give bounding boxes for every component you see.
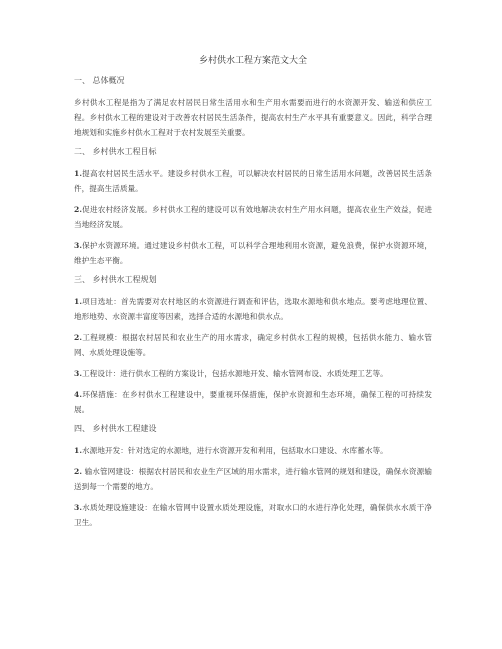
list-item — [74, 238, 432, 268]
paragraph-text: 乡村供水工程是指为了满足农村居民日常生活用水和生产用水需要而进行的水资源开发、输送和供应工程。乡村供水工程的建设对于改善农村居民生活条件，提高农村生产水平具有重要意义。因此，科学合理地规划和实施乡村供水工程对于农村发展至关重要。 — [74, 98, 432, 137]
item-number: 3. — [74, 503, 83, 512]
item-number: 4. — [74, 390, 83, 399]
paragraph-text: 提高农村居民生活水平。建设乡村供水工程，可以解决农村居民的日常生活用水问题，改善居民生活条件，提高生活质量。 — [74, 169, 432, 193]
section-planning — [74, 274, 432, 417]
paragraph — [74, 95, 432, 140]
paragraph-text: 工程设计：进行供水工程的方案设计，包括水源地开发、输水管网布设、水质处理工艺等。 — [82, 369, 388, 378]
paragraph-text: 促进农村经济发展。乡村供水工程的建设可以有效地解决农村生产用水问题，提高农业生产效益，促进当地经济发展。 — [74, 205, 432, 229]
item-number: 1. — [74, 297, 83, 306]
paragraph-text: 保护水资源环境。通过建设乡村供水工程，可以科学合理地利用水资源，避免浪费，保护水资源环境，维护生态平衡。 — [74, 241, 432, 265]
list-item — [74, 294, 432, 324]
paragraph-text: 水源地开发：针对选定的水源地，进行水资源开发和利用，包括取水口建设、水库蓄水等。 — [82, 446, 388, 455]
item-number: 3. — [74, 369, 83, 378]
section-heading: 四、 乡村供水工程建设 — [74, 424, 157, 433]
list-item — [74, 166, 432, 196]
paragraph-text: 输水管网建设：根据农村居民和农业生产区域的用水需求，进行输水管网的规划和建设，确保水资源输送到每一个需要的地方。 — [74, 467, 432, 491]
paragraph-text: 项目选址：首先需要对农村地区的水资源进行调查和评估，选取水源地和供水地点。要考虑地理位置、地形地势、水资源丰富度等因素，选择合适的水源地和供水点。 — [74, 297, 432, 321]
section-overview — [74, 75, 432, 140]
item-number: 1. — [74, 446, 83, 455]
section-construction — [74, 423, 432, 530]
list-item — [74, 464, 432, 494]
item-number: 2. — [74, 333, 83, 342]
list-item — [74, 330, 432, 360]
section-heading: 一、 总体概况 — [74, 76, 125, 85]
section-heading: 三、 乡村供水工程规划 — [74, 275, 157, 284]
list-item — [74, 387, 432, 417]
document-title: 乡村供水工程方案范文大全 — [198, 56, 307, 66]
list-item — [74, 500, 432, 530]
section-heading: 二、 乡村供水工程目标 — [74, 147, 157, 156]
list-item — [74, 443, 432, 458]
paragraph-text: 工程规模：根据农村居民和农业生产的用水需求，确定乡村供水工程的规模，包括供水能力、输水管网、水质处理设施等。 — [74, 333, 432, 357]
item-number: 3. — [74, 241, 83, 250]
item-number: 2. — [74, 205, 83, 214]
item-number: 2. — [74, 467, 83, 476]
item-number: 1. — [74, 169, 83, 178]
list-item — [74, 202, 432, 232]
list-item — [74, 366, 432, 381]
paragraph-text: 水质处理设施建设：在输水管网中设置水质处理设施，对取水口的水进行净化处理，确保供水水质干净卫生。 — [74, 503, 432, 527]
paragraph-text: 环保措施：在乡村供水工程建设中，要重视环保措施，保护水资源和生态环境，确保工程的可持续发展。 — [74, 390, 432, 414]
section-goals — [74, 146, 432, 268]
